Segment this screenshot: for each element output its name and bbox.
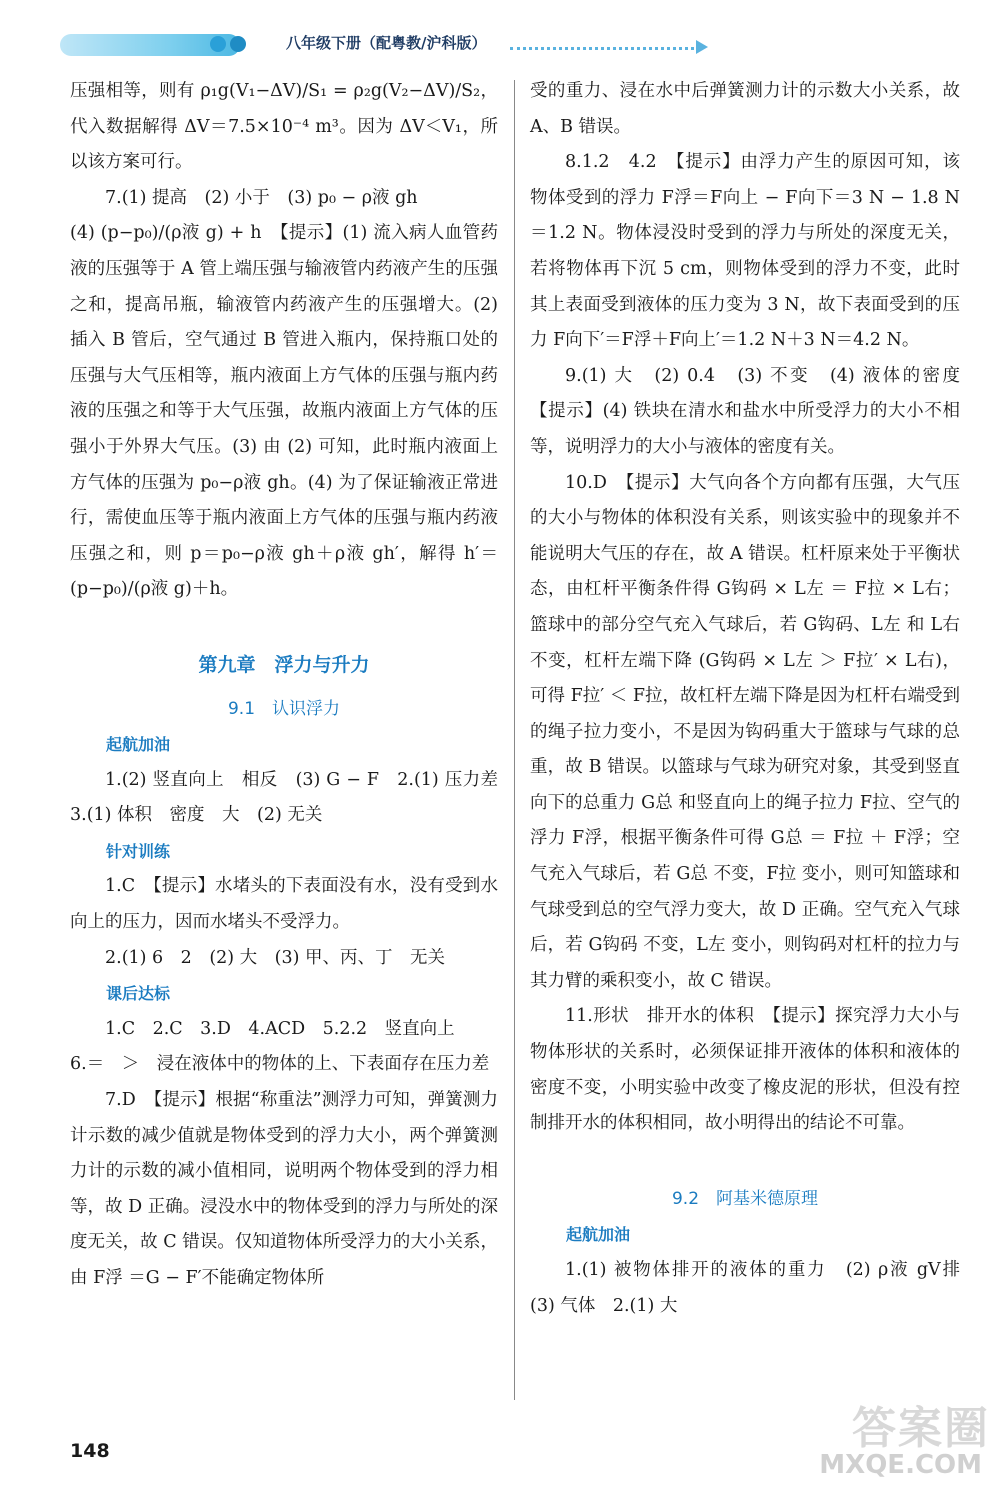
chapter-title: 第九章 浮力与升力 — [198, 653, 370, 676]
answer-item: 11.形状 排开水的体积 【提示】探究浮力大小与物体形状的关系时，必须保证排开液体的体积和液体的密度不变，小明实验中改变了橡皮泥的形状，但没有控制排开水的体积相同，故小明得出的结论不可靠。 — [530, 1006, 960, 1134]
section-title: 9.2 阿基米德原理 — [671, 1188, 819, 1209]
paragraph: 受的重力、浸在水中后弹簧测力计的示数大小关系，故 A、B 错误。 — [530, 81, 960, 137]
right-column — [530, 74, 978, 1324]
watermark-url: MXQE.COM — [819, 1450, 982, 1480]
header-dotted-line — [510, 47, 700, 50]
answer-item: 7.D 【提示】根据“称重法”测浮力可知，弹簧测力计示数的减少值就是物体受到的浮力大小，两个弹簧测力计的示数的减小值相同，说明两个物体受到的浮力相等，故 D 正确。浸没水中的物体受到的浮力与所处的深度无关，故 C 错误。仅知道物体所受浮力的大小关系，由 F浮 ＝G − F′不能确定物体所 — [70, 1090, 498, 1288]
subsection-heading: 起航加油 — [106, 735, 171, 755]
answer-item: (4) (p−p₀)/(ρ液 g) + h 【提示】(1) 流入病人血管药液的压强等于 A 管上端压强与输液管内药液产生的压强之和，提高吊瓶，输液管内药液产生的压强增大。(2) 插入 B 管后，空气通过 B 管进入瓶内，保持瓶口处的压强与大气压相等，瓶内液面上方气体的压强与瓶内药液的压强之和等于大气压强，故瓶内液面上方气体的压强小于外界大气压。(3) 由 (2) 可知，此时瓶内液面上方气体的压强为 p₀−ρ液 gh。(4) 为了保证输液正常进行，需使血压等于瓶内液面上方气体的压强与瓶内药液压强之和，则 p＝p₀−ρ液 gh＋ρ液 gh′，解得 h′＝(p−p₀)/(ρ液 g)＋h。 — [70, 223, 498, 600]
header-dot-icon — [230, 36, 246, 52]
answer-item: 7.(1) 提高 (2) 小于 (3) p₀ − ρ液 gh — [105, 187, 418, 208]
page-header — [60, 28, 660, 62]
answer-item: 8.1.2 4.2 【提示】由浮力产生的原因可知，该物体受到的浮力 F浮＝F向上 − F向下＝3 N − 1.8 N＝1.2 N。物体浸没时受到的浮力与所处的深度无关，若将物体再下沉 5 cm，则物体受到的浮力不变，此时其上表面受到液体的压力变为 3 N，故下表面受到的压力 F向下′＝F浮＋F向上′＝1.2 N＋3 N＝4.2 N。 — [530, 152, 960, 351]
paragraph: 压强相等，则有 ρ₁g(V₁−ΔV)/S₁ = ρ₂g(V₂−ΔV)/S₂，代入数据解得 ΔV＝7.5×10⁻⁴ m³。因为 ΔV＜V₁，所以该方案可行。 — [70, 81, 498, 173]
book-title: 八年级下册（配粤教/沪科版） — [286, 34, 487, 52]
answer-item: 1.(2) 竖直向上 相反 (3) G − F 2.(1) 压力差 3.(1) 体积 密度 大 (2) 无关 — [70, 769, 516, 826]
answer-item: 1.C 2.C 3.D 4.ACD 5.2.2 竖直向上 — [105, 1018, 455, 1039]
header-dot-icon — [210, 36, 226, 52]
page-number: 148 — [70, 1440, 110, 1462]
left-column — [70, 74, 516, 1297]
column-divider — [514, 80, 515, 1400]
watermark-text: 答案圈 — [852, 1403, 990, 1454]
answer-item: 1.C 【提示】水堵头的下表面没有水，没有受到水向上的压力，因而水堵头不受浮力。 — [70, 876, 498, 933]
answer-item: 2.(1) 6 2 (2) 大 (3) 甲、丙、丁 无关 — [105, 947, 446, 968]
answer-item: 1.(1) 被物体排开的液体的重力 (2) ρ液 gV排 (3) 气体 2.(1) 大 — [530, 1260, 978, 1316]
watermark-logo — [800, 1392, 990, 1492]
subsection-heading: 针对训练 — [106, 841, 171, 861]
answer-item: 6.＝ ＞ 浸在液体中的物体的上、下表面存在压力差 — [70, 1054, 490, 1075]
arrow-right-icon — [696, 40, 708, 54]
subsection-heading: 课后达标 — [106, 984, 171, 1004]
answer-item: 9.(1) 大 (2) 0.4 (3) 不变 (4) 液体的密度 【提示】(4) 铁块在清水和盐水中所受浮力的大小不相等，说明浮力的大小与液体的密度有关。 — [530, 365, 978, 457]
answer-item: 10.D 【提示】大气向各个方向都有压强，大气压的大小与物体的体积没有关系，则该实验中的现象并不能说明大气压的存在，故 A 错误。杠杆原来处于平衡状态，由杠杆平衡条件得 G钩码 × L左 ＝ F拉 × L右；篮球中的部分空气充入气球后，若 G钩码、L左 和 L右 不变，杠杆左端下降 (G钩码 × L左 ＞ F拉′ × L右)，可得 F拉′ ＜ F拉，故杠杆左端下降是因为杠杆右端受到的绳子拉力变小，不是因为钩码重大于篮球与气球的总重，故 B 错误。以篮球与气球为研究对象，其受到竖直向下的总重力 G总 和竖直向上的绳子拉力 F拉、空气的浮力 F浮，根据平衡条件可得 G总 ＝ F拉 ＋ F浮；空气充入气球后，若 G总 不变，F拉 变小，则可知篮球和气球受到总的空气浮力变大，故 D 正确。空气充入气球后，若 G钩码 不变，L左 变小，则钩码对杠杆的拉力与其力臂的乘积变小，故 C 错误。 — [530, 472, 960, 991]
subsection-heading: 起航加油 — [566, 1225, 631, 1245]
section-title: 9.1 认识浮力 — [227, 698, 341, 719]
